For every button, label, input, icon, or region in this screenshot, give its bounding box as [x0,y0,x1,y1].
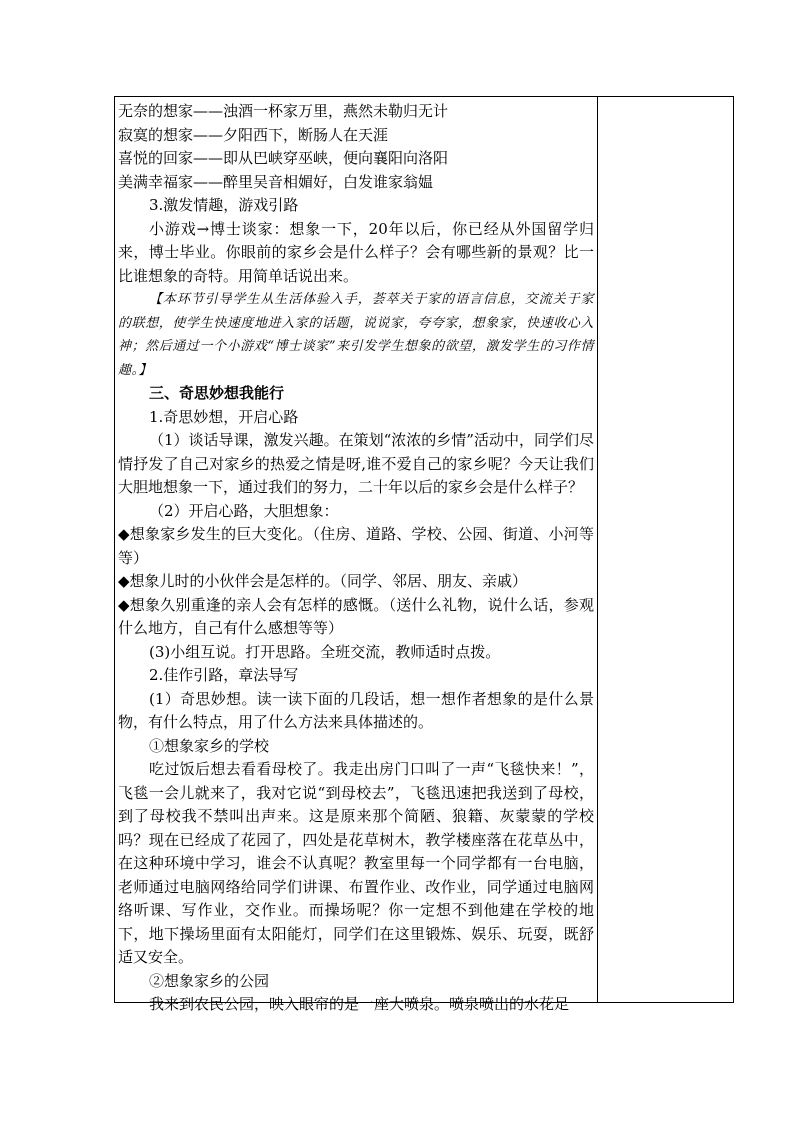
example-paragraph: 吃过饭后想去看看母校了。我走出房门口叫了一声“飞毯快来！”，飞毯一会儿就来了，我对它说“到母校去”，飞毯迅速把我送到了母校，到了母校我不禁叫出声来。这是原来那个简陋、狼籍、灰蒙蒙的学校吗？现在已经成了花园了，四处是花草树木，教学楼座落在花草丛中，在这种环境中学习，谁会不认真呢？教室里每一个同学都有一台电脑，老师通过电脑网络给同学们讲课、布置作业、改作业，同学通过电脑网络听课、写作业，交作业。而操场呢？你一定想不到他建在学校的地下，地下操场里面有太阳能灯，同学们在这里锻炼、娱乐、玩耍，既舒适又安全。 [118,760,594,966]
lesson-plan-table [114,96,734,1013]
bullet-item: ◆想象久别重逢的亲人会有怎样的感慨。（送什么礼物，说什么话，参观什么地方，自己有什么感想等等） [118,595,594,637]
item-paragraph: （1）谈话导课，激发兴趣。在策划“浓浓的乡情”活动中，同学们尽情抒发了自己对家乡的热爱之情是呀,谁不爱自己的家乡呢？今天让我们大胆地想象一下，通过我们的努力，二十年以后的家乡会是什么样子？ [118,431,594,496]
example-paragraph: 我来到农民公园，映入眼帘的是一座大喷泉。喷泉喷出的水花足 [149,995,570,1013]
bullet-item: ◆想象家乡发生的巨大变化。（住房、道路、学校、公园、街道、小河等等） [118,525,594,567]
bullet-item: ◆想象儿时的小伙伴会是怎样的。（同学、邻居、朋友、亲戚） [118,572,528,590]
subsection-title: 2.佳作引路，章法导写 [149,666,299,684]
example-title: ①想象家乡的学校 [149,736,270,755]
poem-line: 寂寞的想家——夕阳西下，断肠人在天涯 [118,125,389,144]
item-title: （2）开启心路，大胆想象： [149,501,339,520]
poem-line: 无奈的想家——浊酒一杯家万里，燕然未勒归无计 [118,102,449,120]
teaching-note: 【本环节引导学生从生活体验入手，荟萃关于家的语言信息，交流关于家的联想，使学生快速度地进入家的话题，说说家，夸夸家，想象家，快速收心入神；然后通过一个小游戏“博士谈家”来引发学生想象的欲望，激发学生的习作情趣。】 [118,292,594,378]
item-paragraph: (3)小组互说。打开思路。全班交流，教师适时点拨。 [149,642,501,661]
poem-line: 美满幸福家——醉里吴音相媚好，白发谁家翁媪 [118,172,434,191]
example-title: ②想象家乡的公园 [149,971,270,990]
game-paragraph: 小游戏→博士谈家：想象一下，20年以后，你已经从外国留学归来，博士毕业。你眼前的家乡会是什么样子？会有哪些新的景观？比一比谁想象的奇特。用简单话说出来。 [118,219,594,285]
column-divider [597,97,598,1002]
item-paragraph: (1）奇思妙想。读一读下面的几段话，想一想作者想象的是什么景物，有什么特点，用了什么方法来具体描述的。 [118,689,594,731]
poem-line: 喜悦的回家——即从巴峡穿巫峡，便向襄阳向洛阳 [118,149,449,167]
section-heading: 三、奇思妙想我能行 [149,384,285,402]
main-content-cell [118,100,594,1017]
subsection-title: 1.奇思妙想，开启心路 [149,407,299,426]
step3-title: 3.激发情趣，游戏引路 [149,196,299,214]
